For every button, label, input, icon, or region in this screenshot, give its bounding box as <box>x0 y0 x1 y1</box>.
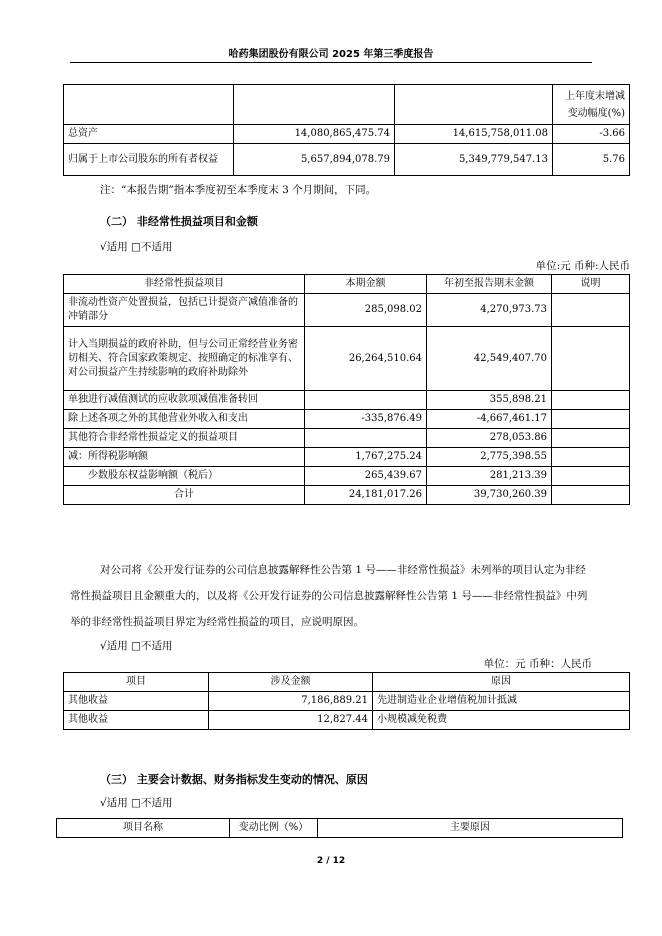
nonrecurring-table <box>63 274 630 505</box>
row-ytd: -4,667,461.17 <box>427 410 552 429</box>
table-row <box>64 125 630 144</box>
row-current <box>305 391 427 410</box>
table-header-cell: 变动比例（%） <box>230 819 318 838</box>
table-header-row <box>57 819 623 838</box>
table-header-cell: 说明 <box>552 275 630 294</box>
row-value: 5,349,779,547.13 <box>395 144 553 176</box>
table-cell <box>64 85 234 125</box>
row-item: 单独进行减值测试的应收款项减值准备转回 <box>64 391 305 410</box>
row-reason: 先进制造业企业增值税加计抵减 <box>373 692 630 711</box>
section-title-changes: （三） 主要会计数据、财务指标发生变动的情况、原因 <box>100 773 368 786</box>
table-header-cell: 原因 <box>373 673 630 692</box>
table-row <box>64 294 630 327</box>
table-cell <box>234 85 395 125</box>
row-ytd: 2,775,398.55 <box>427 448 552 467</box>
changes-table <box>56 818 623 838</box>
table-header-cell: 项目 <box>64 673 209 692</box>
row-reason: 小规模减免税费 <box>373 711 630 730</box>
row-ytd: 281,213.39 <box>427 467 552 486</box>
row-note <box>552 448 630 467</box>
row-current <box>305 429 427 448</box>
row-item: 其他收益 <box>64 692 209 711</box>
row-value: 14,080,865,475.74 <box>234 125 395 144</box>
table-row <box>64 391 630 410</box>
table-header-cell: 本期金额 <box>305 275 427 294</box>
table-row-total <box>64 486 630 505</box>
row-value: 5.76 <box>553 144 630 176</box>
table-row <box>64 448 630 467</box>
row-note <box>552 327 630 391</box>
table-row <box>64 144 630 176</box>
key-figures-table <box>63 84 630 176</box>
row-note <box>552 429 630 448</box>
table-header-cell: 涉及金额 <box>209 673 373 692</box>
row-item: 合计 <box>64 486 305 505</box>
row-item: 减：所得税影响额 <box>64 448 305 467</box>
report-header: 哈药集团股份有限公司 2025 年第三季度报告 <box>228 49 434 60</box>
row-current: 24,181,017.26 <box>305 486 427 505</box>
unit-currency: 单位：元 币种：人民币 <box>483 658 592 670</box>
row-value: 5,657,894,078.79 <box>234 144 395 176</box>
applicability-option: √适用 □不适用 <box>100 640 173 652</box>
row-ytd: 42,549,407.70 <box>427 327 552 391</box>
row-current: 26,264,510.64 <box>305 327 427 391</box>
row-note <box>552 294 630 327</box>
header-divider <box>70 62 592 63</box>
row-amount: 7,186,889.21 <box>209 692 373 711</box>
applicability-option: √适用 □不适用 <box>100 241 173 253</box>
row-item: 少数股东权益影响额（税后） <box>64 467 305 486</box>
explanation-paragraph: 对公司将《公开发行证券的公司信息披露解释性公告第 1 号——非经常性损益》未列举的项目认定为非经常性损益项目且金额重大的，以及将《公开发行证券的公司信息披露解释性公告第 1 号——非经常性损益》中列举的非经常性损益项目界定为经常性损益的项目，应说明原因。 <box>70 564 588 628</box>
row-value: -3.66 <box>553 125 630 144</box>
row-ytd: 39,730,260.39 <box>427 486 552 505</box>
row-note <box>552 391 630 410</box>
table-header-cell: 非经常性损益项目 <box>64 275 305 294</box>
section-title-nonrecurring: （二） 非经常性损益项目和金额 <box>100 215 258 228</box>
row-note <box>552 467 630 486</box>
table-header-row <box>64 673 630 692</box>
row-item: 非流动性资产处置损益，包括已计提资产减值准备的冲销部分 <box>64 294 305 327</box>
row-ytd: 278,053.86 <box>427 429 552 448</box>
row-ytd: 355,898.21 <box>427 391 552 410</box>
table-header-row <box>64 275 630 294</box>
page-number: 2 / 12 <box>316 856 346 866</box>
row-note <box>552 486 630 505</box>
table-header-cell: 上年度末增减变动幅度(%) <box>553 85 630 125</box>
row-label: 归属于上市公司股东的所有者权益 <box>64 144 234 176</box>
table-header-cell: 项目名称 <box>57 819 230 838</box>
row-current: 1,767,275.24 <box>305 448 427 467</box>
table-row <box>64 410 630 429</box>
table-row <box>64 467 630 486</box>
row-note <box>552 410 630 429</box>
table-row <box>64 429 630 448</box>
table-row <box>64 327 630 391</box>
row-item: 计入当期损益的政府补助，但与公司正常经营业务密切相关、符合国家政策规定、按照确定的标准享有、对公司损益产生持续影响的政府补助除外 <box>64 327 305 391</box>
table-cell <box>395 85 553 125</box>
row-current: 265,439.67 <box>305 467 427 486</box>
row-item: 其他收益 <box>64 711 209 730</box>
report-period-note: 注：“本报告期”指本季度初至本季度末 3 个月期间，下同。 <box>100 184 377 196</box>
table-header-cell: 年初至报告期末金额 <box>427 275 552 294</box>
row-amount: 12,827.44 <box>209 711 373 730</box>
row-current: -335,876.49 <box>305 410 427 429</box>
row-value: 14,615,758,011.08 <box>395 125 553 144</box>
row-current: 285,098.02 <box>305 294 427 327</box>
unit-currency: 单位:元 币种:人民币 <box>535 260 630 272</box>
reclassification-table <box>63 672 630 730</box>
row-label: 总资产 <box>64 125 234 144</box>
row-item: 除上述各项之外的其他营业外收入和支出 <box>64 410 305 429</box>
table-row <box>64 692 630 711</box>
table-row <box>64 711 630 730</box>
table-header-cell: 主要原因 <box>318 819 623 838</box>
applicability-option: √适用 □不适用 <box>100 797 173 809</box>
row-ytd: 4,270,973.73 <box>427 294 552 327</box>
row-item: 其他符合非经常性损益定义的损益项目 <box>64 429 305 448</box>
